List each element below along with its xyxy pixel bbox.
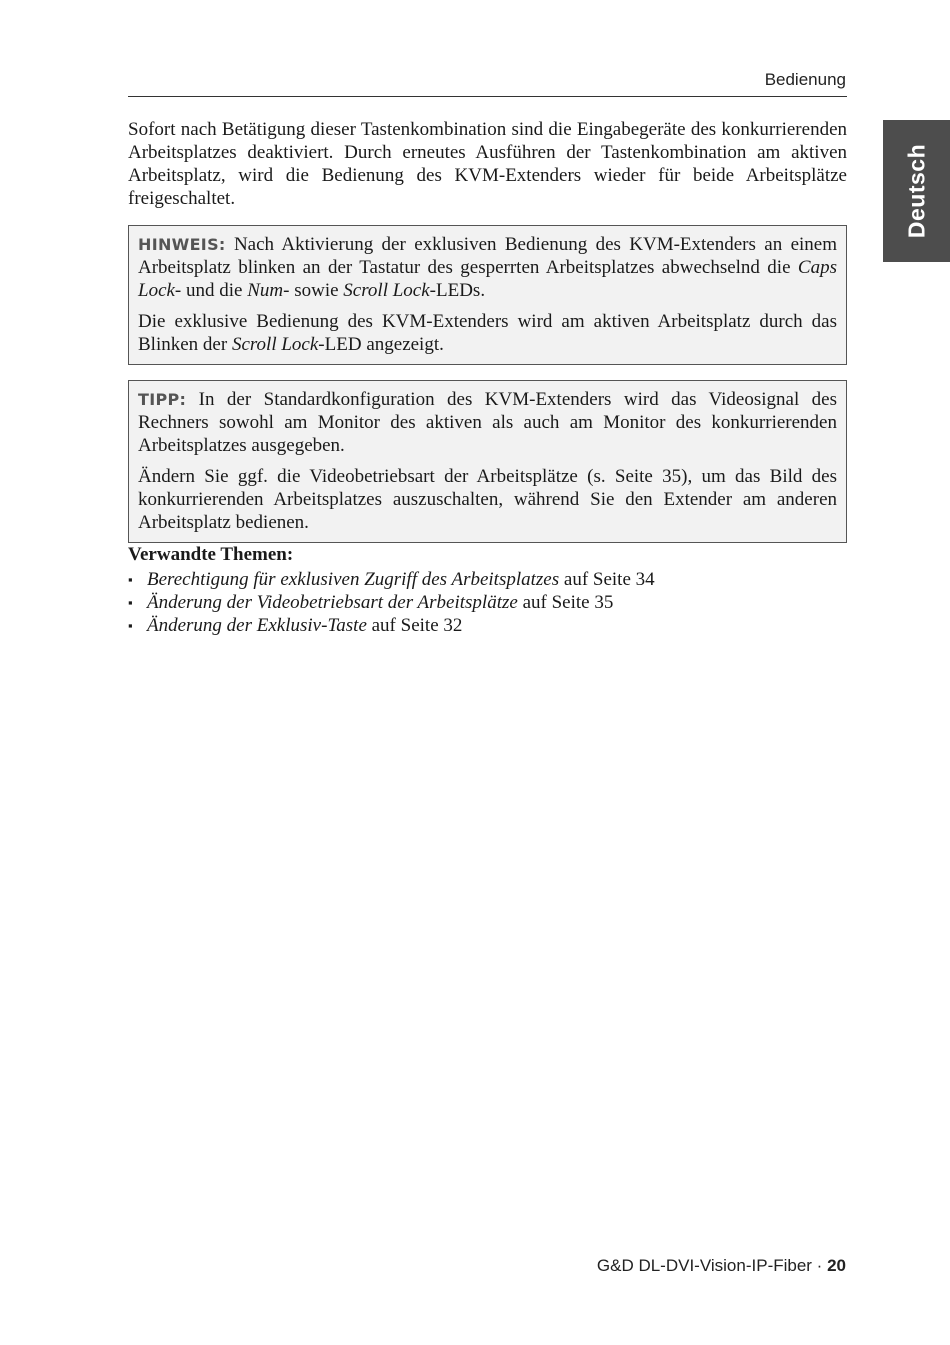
related-topic-ref: auf Seite 35 (517, 592, 614, 613)
bullet-icon: ▪ (128, 618, 133, 633)
related-topic-item[interactable] (128, 568, 847, 591)
hinweis-paragraph-1 (138, 233, 837, 302)
tipp-text-1: In der Standardkonfiguration des KVM-Extenders wird das Videosignal des Rechners sowohl am Monitor des aktiven als auch am Monitor des konkurrierenden Arbeitsplatzes ausgegeben. (138, 389, 837, 456)
intro-paragraph: Sofort nach Betätigung dieser Tastenkombination sind die Eingabegeräte des konkurrierenden Arbeitsplatzes deaktiviert. Durch erneutes Ausführen der Tastenkombination am aktiven Arbeitsplatz, wird die Bedienung des KVM-Extenders wieder für beide Arbeitsplätze freigeschaltet. (128, 119, 847, 209)
hinweis-text-a: Nach Aktivierung der exklusiven Bedienung des KVM-Extenders an einem Arbeitsplatz blinken an der Tastatur des gesperrten Arbeitsplatzes abwechselnd die (138, 234, 837, 278)
page-content (128, 118, 847, 637)
tipp-box (128, 380, 847, 543)
page-footer (597, 1256, 846, 1276)
hinweis-p2-text-b: LED angezeigt. (324, 334, 444, 355)
related-topic-title[interactable]: Änderung der Videobetriebsart der Arbeitsplätze (147, 592, 518, 613)
related-topic-title[interactable]: Änderung der Exklusiv-Taste (147, 615, 367, 636)
caps-lock-term: Caps Lock- (138, 257, 837, 301)
scroll-lock-term-2: Scroll Lock- (231, 334, 325, 355)
bullet-icon: ▪ (128, 572, 133, 587)
related-topics-list (128, 568, 847, 637)
page-header-title: Bedienung (764, 70, 846, 89)
hinweis-paragraph-2 (138, 310, 837, 356)
hinweis-text-d: LEDs. (436, 280, 486, 301)
related-topic-item[interactable] (128, 614, 847, 637)
tipp-paragraph-1 (138, 388, 837, 457)
hinweis-p2-text-a: Die exklusive Bedienung des KVM-Extenders wird am aktiven Arbeitsplatz durch das Blinken der (138, 311, 837, 355)
language-tab-label: Deutsch (903, 143, 929, 239)
bullet-icon: ▪ (128, 595, 133, 610)
related-topic-ref: auf Seite 32 (366, 615, 463, 636)
related-topic-item[interactable] (128, 591, 847, 614)
related-topic-title[interactable]: Berechtigung für exklusiven Zugriff des Arbeitsplatzes (147, 569, 560, 590)
hinweis-text-c: sowie (289, 280, 344, 301)
scroll-lock-term: Scroll Lock- (343, 280, 436, 301)
language-tab (883, 120, 950, 262)
related-topics-heading: Verwandte Themen: (128, 544, 294, 565)
hinweis-box (128, 225, 847, 365)
related-topic-ref: auf Seite 34 (559, 569, 655, 590)
footer-product: G&D DL-DVI-Vision-IP-Fiber · (596, 1256, 828, 1275)
page-number: 20 (827, 1256, 846, 1275)
hinweis-text-b: und die (181, 280, 248, 301)
tipp-paragraph-2: Ändern Sie ggf. die Videobetriebsart der Arbeitsplätze (s. Seite 35), um das Bild des konkurrierenden Arbeitsplatzes auszuschalten, während Sie den Extender am anderen Arbeitsplatz bedienen. (138, 466, 837, 533)
hinweis-label: HINWEIS: (138, 235, 226, 254)
tipp-label: TIPP: (138, 390, 187, 409)
num-term: Num- (247, 280, 290, 301)
header-divider (128, 96, 847, 97)
